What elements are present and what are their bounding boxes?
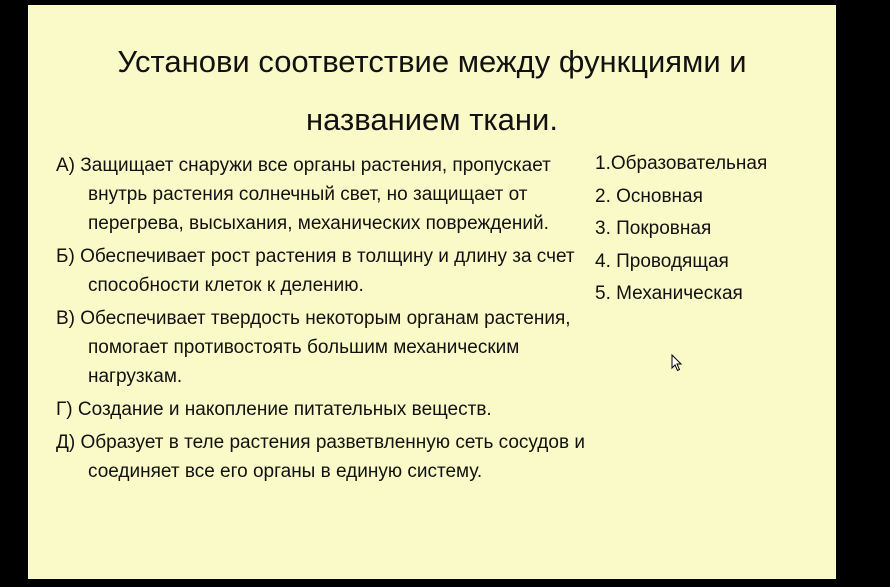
tissue-5: 5. Механическая xyxy=(595,283,743,304)
title-line-2: названием ткани. xyxy=(306,102,558,137)
tissue-1: 1.Образовательная xyxy=(595,153,768,174)
function-statements xyxy=(56,151,596,490)
statement-v: В) Обеспечивает твердость некоторым органам растения, помогает противостоять большим механическим нагрузкам. xyxy=(56,308,571,387)
title-line-1: Установи соответствие между функциями и xyxy=(117,44,747,79)
slide xyxy=(28,5,836,579)
tissue-list xyxy=(595,148,835,311)
tissue-3: 3. Покровная xyxy=(595,218,712,239)
statement-b: Б) Обеспечивает рост растения в толщину и длину за счет способности клеток к делению. xyxy=(56,246,575,296)
tissue-4: 4. Проводящая xyxy=(595,250,729,272)
tissue-2: 2. Основная xyxy=(595,185,703,207)
statement-d: Д) Образует в теле растения разветвленную сеть сосудов и соединяет все его органы в единую систему. xyxy=(56,432,585,482)
slide-title xyxy=(28,33,836,149)
mouse-pointer-icon xyxy=(671,354,683,372)
statement-a: А) Защищает снаружи все органы растения, пропускает внутрь растения солнечный свет, но защищает от перегрева, высыхания, механических повреждений. xyxy=(56,155,551,234)
statement-g: Г) Создание и накопление питательных веществ. xyxy=(56,399,492,420)
